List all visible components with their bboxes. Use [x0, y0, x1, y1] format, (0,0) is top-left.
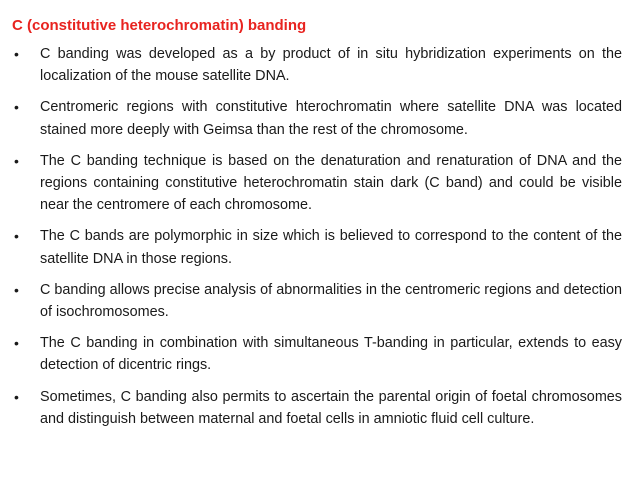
bullet-text: C banding allows precise analysis of abnormalities in the centromeric regions and detection of isochromosomes.: [40, 281, 622, 321]
slide-title: C (constitutive heterochromatin) banding: [12, 17, 307, 34]
bullet-text: Centromeric regions with constitutive hterochromatin where satellite DNA was located stained more deeply with Geimsa than the rest of the chromosome.: [40, 99, 622, 138]
bullet-dot-icon: •: [14, 228, 19, 245]
bullet-item: [12, 225, 622, 269]
bullet-dot-icon: •: [14, 281, 19, 298]
bullet-list: [12, 43, 622, 439]
bullet-text: Sometimes, C banding also permits to ascertain the parental origin of foetal chromosomes and distinguish between maternal and foetal cells in amniotic fluid cell culture.: [40, 388, 622, 427]
bullet-item: [12, 386, 622, 430]
bullet-text: The C bands are polymorphic in size which is believed to correspond to the content of the satellite DNA in those regions.: [40, 228, 622, 267]
bullet-text: C banding was developed as a by product of in situ hybridization experiments on the localization of the mouse satellite DNA.: [40, 46, 622, 85]
bullet-text: The C banding in combination with simultaneous T-banding in particular, extends to easy detection of dicentric rings.: [40, 335, 622, 374]
bullet-item: [12, 279, 622, 323]
bullet-dot-icon: •: [14, 46, 19, 62]
bullet-item: [12, 332, 622, 376]
bullet-item: [12, 43, 622, 87]
bullet-dot-icon: •: [14, 99, 19, 116]
bullet-item: [12, 150, 622, 217]
bullet-dot-icon: •: [14, 335, 19, 352]
bullet-item: [12, 96, 622, 140]
bullet-dot-icon: •: [14, 152, 19, 169]
bullet-text: The C banding technique is based on the denaturation and renaturation of DNA and the regions containing constitutive heterochromatin stain dark (C band) and could be visible near the centromere of each chromosome.: [40, 152, 622, 214]
bullet-dot-icon: •: [14, 388, 19, 405]
